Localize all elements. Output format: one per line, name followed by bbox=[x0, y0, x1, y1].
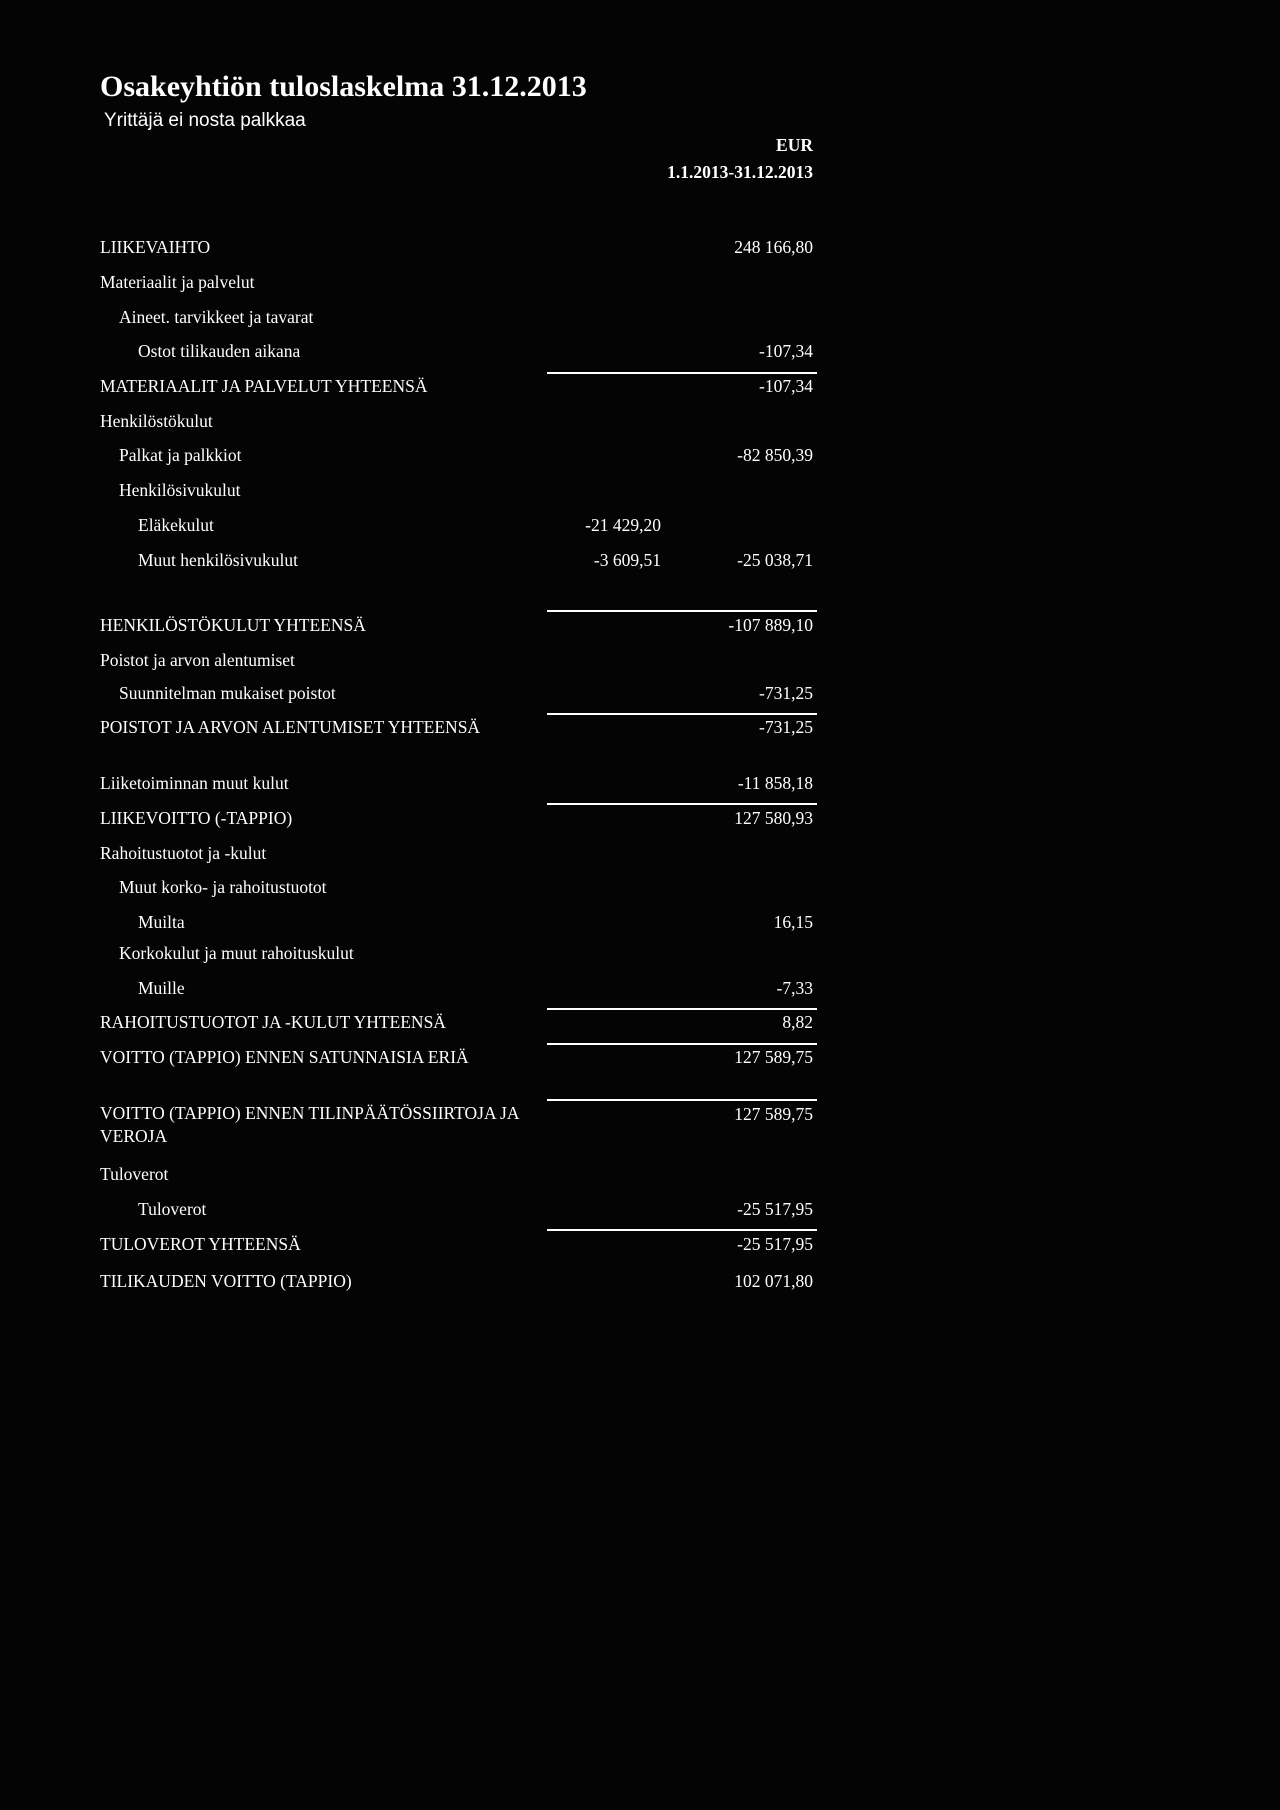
row-palkat bbox=[0, 443, 1280, 467]
row-label: Palkat ja palkkiot bbox=[119, 445, 242, 465]
row-rahoitus-yhteensa bbox=[0, 1010, 1280, 1034]
row-muut-korkotuotot bbox=[0, 875, 1280, 899]
row-materiaalit bbox=[0, 270, 1280, 294]
subtotal-rule bbox=[547, 610, 817, 612]
row-elakekulut bbox=[0, 513, 1280, 537]
row-label: Muut korko- ja rahoitustuotot bbox=[119, 877, 327, 897]
row-amount: 102 071,80 bbox=[734, 1271, 813, 1291]
row-label: Muilta bbox=[138, 912, 185, 932]
row-amount: -7,33 bbox=[776, 978, 813, 998]
row-label: VOITTO (TAPPIO) ENNEN SATUNNAISIA ERIÄ bbox=[100, 1047, 469, 1067]
row-label: TULOVEROT YHTEENSÄ bbox=[100, 1234, 301, 1254]
currency-header: EUR bbox=[776, 135, 813, 155]
row-muille bbox=[0, 976, 1280, 1000]
row-amount: -731,25 bbox=[759, 717, 813, 737]
row-liikevoitto bbox=[0, 806, 1280, 830]
row-label: Muut henkilösivukulut bbox=[138, 550, 298, 570]
row-tuloverot-yhteensa bbox=[0, 1232, 1280, 1256]
row-tuloverot bbox=[0, 1197, 1280, 1221]
row-materiaalit-yhteensa bbox=[0, 374, 1280, 398]
row-label: Poistot ja arvon alentumiset bbox=[100, 650, 295, 670]
row-sub-amount: -21 429,20 bbox=[585, 515, 661, 535]
row-amount: 127 580,93 bbox=[734, 808, 813, 828]
row-amount: -107 889,10 bbox=[728, 615, 813, 635]
row-amount: 127 589,75 bbox=[734, 1047, 813, 1067]
page-title: Osakeyhtiön tuloslaskelma 31.12.2013 bbox=[100, 70, 587, 103]
row-amount: -25 517,95 bbox=[737, 1199, 813, 1219]
row-label: TILIKAUDEN VOITTO (TAPPIO) bbox=[100, 1271, 352, 1291]
row-label: Aineet. tarvikkeet ja tavarat bbox=[119, 307, 314, 327]
row-amount: -107,34 bbox=[759, 376, 813, 396]
row-amount: 16,15 bbox=[773, 912, 813, 932]
row-aineet bbox=[0, 305, 1280, 329]
period-header: 1.1.2013-31.12.2013 bbox=[667, 162, 813, 182]
row-amount: 127 589,75 bbox=[734, 1104, 813, 1124]
row-label: Materiaalit ja palvelut bbox=[100, 272, 255, 292]
row-liikevaihto bbox=[0, 235, 1280, 259]
row-muilta bbox=[0, 910, 1280, 934]
row-amount: -25 517,95 bbox=[737, 1234, 813, 1254]
subtotal-rule bbox=[547, 1099, 817, 1101]
row-henkilostokulut-yhteensa bbox=[0, 613, 1280, 637]
row-amount: 8,82 bbox=[782, 1012, 813, 1032]
row-amount: -82 850,39 bbox=[737, 445, 813, 465]
row-amount: 248 166,80 bbox=[734, 237, 813, 257]
row-poistot-yhteensa bbox=[0, 715, 1280, 739]
row-label: POISTOT JA ARVON ALENTUMISET YHTEENSÄ bbox=[100, 717, 481, 737]
subtotal-rule bbox=[547, 1229, 817, 1231]
row-amount: -107,34 bbox=[759, 341, 813, 361]
row-label: VOITTO (TAPPIO) ENNEN TILINPÄÄTÖSSIIRTOJA JA VEROJA bbox=[100, 1103, 519, 1146]
row-sub-amount: -3 609,51 bbox=[593, 550, 661, 570]
row-voitto-ennen-satunnaisia bbox=[0, 1045, 1280, 1069]
row-voitto-ennen-tilinpaatossiirtoja bbox=[0, 1102, 1280, 1146]
row-muut-henkilosivukulut bbox=[0, 548, 1280, 572]
row-henkilosivukulut bbox=[0, 478, 1280, 502]
row-label: RAHOITUSTUOTOT JA -KULUT YHTEENSÄ bbox=[100, 1012, 446, 1032]
row-label: Tuloverot bbox=[100, 1164, 169, 1184]
row-label: MATERIAALIT JA PALVELUT YHTEENSÄ bbox=[100, 376, 428, 396]
row-label: Muille bbox=[138, 978, 185, 998]
row-ostot bbox=[0, 339, 1280, 363]
row-label: HENKILÖSTÖKULUT YHTEENSÄ bbox=[100, 615, 366, 635]
row-label: LIIKEVAIHTO bbox=[100, 237, 211, 257]
row-liiketoiminnan-muut-kulut bbox=[0, 771, 1280, 795]
row-poistot bbox=[0, 648, 1280, 672]
row-label: Korkokulut ja muut rahoituskulut bbox=[119, 943, 354, 963]
row-label: Suunnitelman mukaiset poistot bbox=[119, 683, 336, 703]
row-label: Tuloverot bbox=[138, 1199, 207, 1219]
row-label: Henkilösivukulut bbox=[119, 480, 241, 500]
row-label: Rahoitustuotot ja -kulut bbox=[100, 843, 267, 863]
row-label: Eläkekulut bbox=[138, 515, 214, 535]
row-amount: -11 858,18 bbox=[737, 773, 813, 793]
row-rahoitustuotot bbox=[0, 841, 1280, 865]
row-label: Ostot tilikauden aikana bbox=[138, 341, 301, 361]
row-label: Henkilöstökulut bbox=[100, 411, 213, 431]
row-tuloverot-header bbox=[0, 1162, 1280, 1186]
row-label: LIIKEVOITTO (-TAPPIO) bbox=[100, 808, 293, 828]
row-tilikauden-voitto bbox=[0, 1269, 1280, 1293]
page-subtitle: Yrittäjä ei nosta palkkaa bbox=[104, 110, 306, 131]
subtotal-rule bbox=[547, 803, 817, 805]
row-amount: -731,25 bbox=[759, 683, 813, 703]
row-amount: -25 038,71 bbox=[737, 550, 813, 570]
row-suunnitelman-poistot bbox=[0, 681, 1280, 705]
row-korkokulut bbox=[0, 941, 1280, 965]
row-henkilostokulut bbox=[0, 409, 1280, 433]
row-label: Liiketoiminnan muut kulut bbox=[100, 773, 289, 793]
